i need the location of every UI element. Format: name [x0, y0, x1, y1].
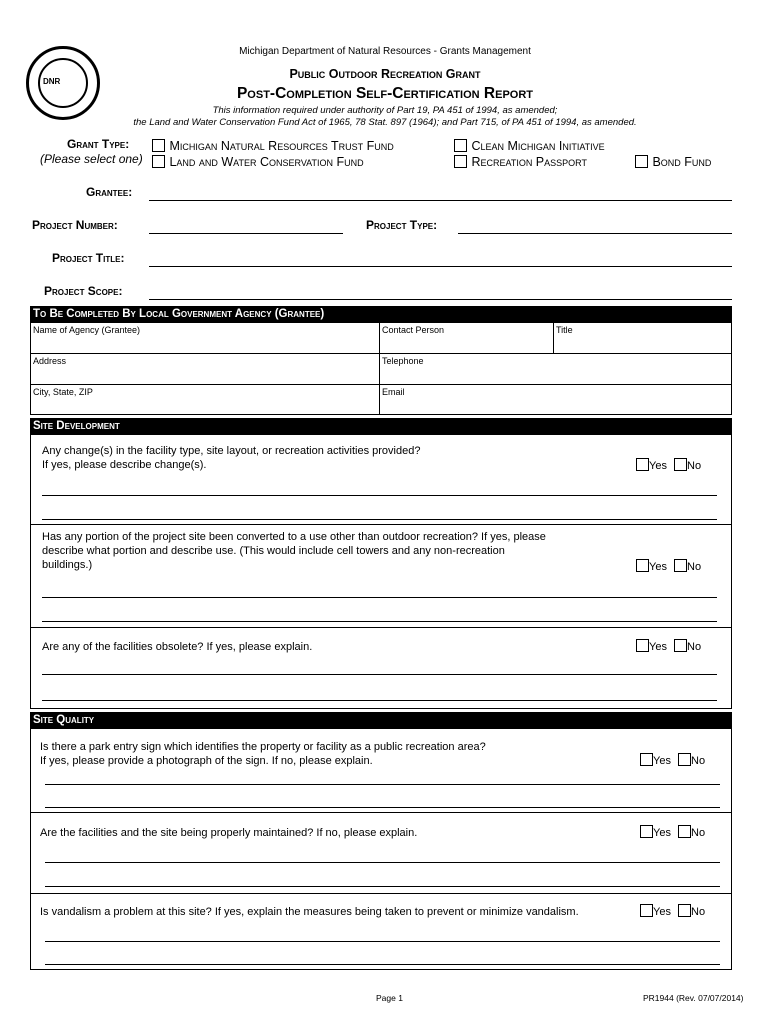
answer-line[interactable] [45, 964, 720, 965]
no-checkbox[interactable] [678, 904, 691, 917]
checkbox[interactable] [454, 139, 467, 152]
yes-label: Yes [649, 460, 667, 472]
yes-label: Yes [653, 827, 671, 839]
divider [31, 812, 731, 813]
answer-line[interactable] [45, 862, 720, 863]
form-title: Post-Completion Self-Certification Report [236, 85, 534, 102]
sq-question-3: Is vandalism a problem at this site? If yes, explain the measures being taken to prevent or minimize vandalism. [40, 906, 579, 918]
yes-label: Yes [653, 755, 671, 767]
authority-line-1: This information required under authority of Part 19, PA 451 of 1994, as amended; [212, 105, 558, 116]
question-text: describe what portion and describe use. (This would include cell towers and any non-recreation [42, 545, 505, 557]
grant-option-label: Michigan Natural Resources Trust Fund [169, 139, 394, 153]
question-text: Any change(s) in the facility type, site layout, or recreation activities provided? [42, 445, 421, 457]
yes-checkbox[interactable] [636, 458, 649, 471]
telephone-field[interactable] [379, 353, 732, 385]
grant-option-bond-fund[interactable] [635, 153, 711, 171]
grant-option-recreation-passport[interactable] [454, 153, 587, 171]
grant-option-lwcf[interactable] [152, 153, 364, 171]
title-label: Title [556, 325, 573, 335]
email-field[interactable] [379, 384, 732, 415]
seal-center-text: DNR [43, 77, 61, 86]
yes-label: Yes [653, 906, 671, 918]
question-text: buildings.) [42, 559, 93, 571]
email-label: Email [382, 387, 405, 397]
answer-line[interactable] [42, 519, 717, 520]
no-checkbox[interactable] [678, 753, 691, 766]
agency-name-field[interactable] [30, 322, 380, 354]
no-label: No [691, 755, 706, 767]
sd-q3-yes-no [636, 639, 701, 653]
no-label: No [687, 641, 702, 653]
site-development-header: Site Development [30, 418, 732, 434]
divider [31, 627, 731, 628]
yes-label: Yes [649, 641, 667, 653]
site-quality-header: Site Quality [30, 712, 732, 728]
grant-option-label: Land and Water Conservation Fund [169, 155, 364, 169]
contact-person-label: Contact Person [382, 325, 445, 335]
project-number-label: Project Number: [32, 218, 118, 232]
no-label: No [691, 906, 706, 918]
question-text: Has any portion of the project site been converted to a use other than outdoor recreation? If yes, please [42, 531, 546, 543]
address-field[interactable] [30, 353, 380, 385]
address-label: Address [33, 356, 67, 366]
sq-q3-yes-no [640, 904, 705, 918]
sd-question-1 [42, 444, 420, 472]
grant-type-sublabel: (Please select one) [40, 152, 143, 166]
project-scope-label: Project Scope: [44, 284, 123, 298]
project-title-input[interactable] [149, 266, 732, 267]
city-state-zip-field[interactable] [30, 384, 380, 415]
telephone-label: Telephone [382, 356, 424, 366]
answer-line[interactable] [42, 700, 717, 701]
no-checkbox[interactable] [678, 825, 691, 838]
answer-line[interactable] [45, 886, 720, 887]
form-title-program: Public Outdoor Recreation Grant [289, 67, 481, 81]
project-title-label: Project Title: [52, 251, 125, 265]
no-checkbox[interactable] [674, 639, 687, 652]
no-checkbox[interactable] [674, 559, 687, 572]
page-number: Page 1 [376, 993, 403, 1003]
grant-type-label: Grant Type: [67, 137, 130, 151]
answer-line[interactable] [45, 807, 720, 808]
sq-question-2: Are the facilities and the site being properly maintained? If no, please explain. [40, 827, 418, 839]
checkbox[interactable] [454, 155, 467, 168]
yes-label: Yes [649, 561, 667, 573]
question-text: Is there a park entry sign which identifies the property or facility as a public recreation area? [40, 741, 486, 753]
divider [31, 893, 731, 894]
yes-checkbox[interactable] [640, 753, 653, 766]
contact-person-field[interactable] [379, 322, 554, 354]
authority-line-2: the Land and Water Conservation Fund Act of 1965, 78 Stat. 897 (1964); and Part 715, of PA 451 of 1994, as amended. [133, 117, 637, 128]
sd-question-2 [42, 530, 546, 572]
project-scope-input[interactable] [149, 299, 732, 300]
sq-q1-yes-no [640, 753, 705, 767]
agency-name: Michigan Department of Natural Resources - Grants Management [239, 46, 531, 57]
divider [31, 524, 731, 525]
grant-option-label: Bond Fund [652, 155, 712, 169]
checkbox[interactable] [635, 155, 648, 168]
answer-line[interactable] [45, 941, 720, 942]
answer-line[interactable] [45, 784, 720, 785]
sd-question-3: Are any of the facilities obsolete? If yes, please explain. [42, 641, 313, 653]
form-id: PR1944 (Rev. 07/07/2014) [643, 993, 744, 1003]
answer-line[interactable] [42, 495, 717, 496]
question-text: If yes, please provide a photograph of the sign. If no, please explain. [40, 755, 373, 767]
agency-name-label: Name of Agency (Grantee) [33, 325, 141, 335]
city-state-zip-label: City, State, ZIP [33, 387, 93, 397]
sd-q1-yes-no [636, 458, 701, 472]
yes-checkbox[interactable] [640, 904, 653, 917]
yes-checkbox[interactable] [640, 825, 653, 838]
grantee-label: Grantee: [86, 185, 133, 199]
sd-q2-yes-no [636, 559, 701, 573]
project-type-input[interactable] [458, 233, 732, 234]
answer-line[interactable] [42, 597, 717, 598]
checkbox[interactable] [152, 139, 165, 152]
checkbox[interactable] [152, 155, 165, 168]
project-number-input[interactable] [149, 233, 343, 234]
sq-question-1 [40, 740, 486, 768]
no-label: No [687, 460, 702, 472]
question-text: If yes, please describe change(s). [42, 459, 207, 471]
grantee-input[interactable] [149, 200, 732, 201]
answer-line[interactable] [42, 621, 717, 622]
project-type-label: Project Type: [366, 218, 438, 232]
grantee-section-header: To Be Completed By Local Government Agency (Grantee) [30, 306, 732, 322]
answer-line[interactable] [42, 674, 717, 675]
no-checkbox[interactable] [674, 458, 687, 471]
no-label: No [687, 561, 702, 573]
title-field[interactable] [553, 322, 732, 354]
yes-checkbox[interactable] [636, 559, 649, 572]
yes-checkbox[interactable] [636, 639, 649, 652]
grant-option-label: Clean Michigan Initiative [471, 139, 605, 153]
sq-q2-yes-no [640, 825, 705, 839]
no-label: No [691, 827, 706, 839]
grant-option-label: Recreation Passport [471, 155, 587, 169]
